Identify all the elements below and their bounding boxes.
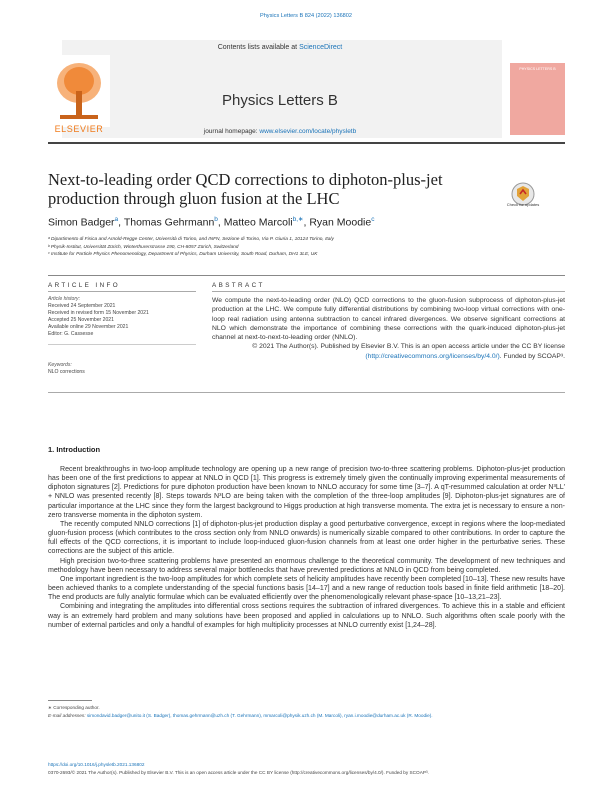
bottom-matter: [48, 761, 565, 777]
article-title: Next-to-leading order QCD corrections to diphoton-plus-jet production through gluon fusion at the LHC: [48, 170, 443, 208]
doi-link[interactable]: https://doi.org/10.1016/j.physletb.2021.136802: [48, 762, 145, 767]
author-name[interactable]: Thomas Gehrmann: [123, 216, 215, 229]
keywords: [48, 362, 198, 376]
author-name[interactable]: Simon Badger: [48, 216, 115, 229]
cover-title: PHYSICS LETTERS B: [519, 67, 556, 71]
paragraph: One important ingredient is the two-loop amplitudes for which complete sets of helicity amplitudes have recently been completed [10–13]. These new results have been achieved thanks to a complete understanding of the special functions basis [14–17] and a new range of reduction tools based in finite field arithmetic [18–20]. The end products are fully analytic formulae which can be evaluated efficiently over the phenomenologically relevant phase-space [10–13,21–23].: [48, 575, 565, 602]
elsevier-tree-logo: [48, 52, 110, 130]
emails-label: E-mail addresses:: [48, 713, 87, 718]
paragraph: High precision two-to-three scattering problems have presented an enormous challenge to the theoretical community. The development of new techniques and methodology have been necessary to address several major bottlenecks that have prevented predictions at NNLO in QCD from being completed.: [48, 557, 565, 574]
section-rule: [48, 392, 565, 393]
article-history: [48, 296, 198, 339]
abstract-copyright: [212, 342, 565, 361]
abstract-heading: ABSTRACT: [212, 282, 265, 289]
affiliations: [48, 236, 568, 259]
copyright-text: © 2021 The Author(s). Published by Elsevier B.V. This is an open access article under the CC BY license: [252, 343, 565, 351]
info-rule: [48, 291, 196, 292]
homepage-line: [130, 128, 430, 135]
elsevier-wordmark: ELSEVIER: [54, 124, 104, 134]
journal-header-box: [62, 40, 502, 138]
info-divider: [48, 344, 196, 345]
footnote-rule: [48, 700, 92, 701]
journal-title: Physics Letters B: [222, 92, 338, 109]
abstract-rule: [212, 291, 565, 292]
keywords-label: Keywords:: [48, 362, 72, 368]
license-line: 0370-2693/© 2021 The Author(s). Published by Elsevier B.V. This is an open access article under the CC BY license (http://creativecommons.org/licenses/by/4.0/). Funded by SCOAP³.: [48, 770, 429, 775]
email-addresses[interactable]: simondavid.badger@unito.it (S. Badger), thomas.gehrmann@uzh.ch (T. Gehrmann), mmarcoli@physik.uzh.ch (M. Marcoli), ryan.i.moodie@durham.ac.uk (R. Moodie).: [86, 713, 433, 718]
sciencedirect-link[interactable]: ScienceDirect: [299, 44, 343, 51]
author-list: Simon Badger$^a$, Thomas Gehrmann$^b$, Matteo Marcoli$^{b,∗}$, Ryan Moodie$^c$: [48, 216, 375, 229]
header-rule: [48, 142, 565, 144]
email-note: [48, 712, 565, 720]
history-label: Article history:: [48, 296, 80, 302]
history-item: Received in revised form 15 November 2021: [48, 310, 149, 317]
abstract-body: [212, 296, 565, 361]
funded-text: . Funded by SCOAP³.: [499, 352, 565, 360]
affiliation: ᵇ Physik-Institut, Universität Zürich, Winterthurerstrasse 190, CH-8057 Zürich, Switzerland: [48, 244, 239, 250]
journal-reference[interactable]: Physics Letters B 824 (2022) 136802: [259, 13, 353, 19]
check-for-updates-label: Check for updates: [506, 202, 540, 207]
section-rule: [48, 275, 565, 276]
history-item: Available online 29 November 2021: [48, 324, 129, 331]
journal-cover[interactable]: [510, 63, 565, 135]
article-info-heading: ARTICLE INFO: [48, 282, 121, 289]
author-affil-mark: b: [214, 216, 218, 223]
author-affil-mark: a: [114, 216, 119, 223]
abstract-text: We compute the next-to-leading order (NLO) QCD corrections to the gluon-fusion subprocess of diphoton-plus-jet production at the LHC. We compute fully differential distributions by combining two-loop virtual corrections with one-loop real radiation using antenna subtraction to cancel infrared divergences. We observe significant corrections at NLO which demonstrate the importance of combining these corrections with the quark-induced diphoton-plus-jet channel at next-to-next-to-leading order (NNLO).: [212, 297, 565, 341]
paragraph: The recently computed NNLO corrections [1] of diphoton-plus-jet production display a good perturbative convergence, except in regions where the loop-mediated gluon-fusion process (which contributes to the cross section only from NNLO onwards) is numerically sizable compared to other contributions. In order to capture the full effects of the QCD corrections, it is important to include loop-induced gluon-fusion channels from at least one order higher in the perturbative series. These corrections are the subject of this article.: [48, 520, 565, 556]
keyword: NLO corrections: [48, 369, 85, 376]
intro-body: [48, 465, 565, 630]
history-item: Editor: G. Cassesse: [48, 331, 94, 338]
author-name[interactable]: Matteo Marcoli: [223, 216, 293, 229]
intro-heading: 1. Introduction: [48, 445, 101, 454]
contents-line: [130, 44, 430, 51]
contents-prefix: Contents lists available at: [217, 44, 300, 51]
homepage-link[interactable]: www.elsevier.com/locate/physletb: [259, 128, 357, 135]
affiliation: ᶜ Institute for Particle Physics Phenomenology, Department of Physics, Durham University, South Road, Durham, DH1 3LE, UK: [48, 252, 318, 258]
paragraph: Recent breakthroughs in two-loop amplitude technology are opening up a new range of precision two-to-three scattering problems. Diphoton-plus-jet production has been one of the first predictions to appear at NNLO in QCD [1]. This progress is extremely timely given the continually improving experimental measurements of diphoton signatures [2]. Predictions for pure diphoton production have been known to NNLO accuracy for some time [3–7]. A qT-resummed calculation at order N³LL′ + NNLO was presented recently [8]. Steps towards N³LO are being taken with the completion of the three-loop amplitudes [9]. Diphoton-plus-jet signatures are of particular importance at the LHC since they form the largest background to Higgs production at high transverse momenta. The extra jet is necessary to ensure a non-zero transverse momenta in the diphoton system.: [48, 466, 565, 519]
homepage-prefix: journal homepage:: [203, 128, 260, 135]
author-name[interactable]: Ryan Moodie: [309, 216, 372, 229]
history-item: Received 24 September 2021: [48, 303, 116, 310]
footnotes: [48, 704, 565, 720]
paragraph: Combining and integrating the amplitudes into differential cross sections requires the subtraction of infrared divergences. To achieve this in a stable and efficient way is an extremely hard problem and many solutions have been proposed and applied in calculations up to NNLO. Such algorithms often scale poorly with the number of external particles and only a handful of examples for high multiplicity processes at NNLO currently exist [1,24–28].: [48, 603, 565, 629]
author-affil-mark: c: [371, 216, 375, 223]
corresponding-note: ∗ Corresponding author.: [48, 705, 100, 710]
license-link[interactable]: (http://creativecommons.org/licenses/by/4.0/): [365, 352, 500, 360]
history-item: Accepted 25 November 2021: [48, 317, 114, 324]
author-affil-mark: b,∗: [292, 216, 304, 223]
affiliation: ᵃ Dipartimento di Fisica and Arnold-Regge Center, Università di Torino, and INFN, Sezione di Torino, Via P. Giuria 1, 10124 Torino, Italy: [48, 237, 334, 242]
